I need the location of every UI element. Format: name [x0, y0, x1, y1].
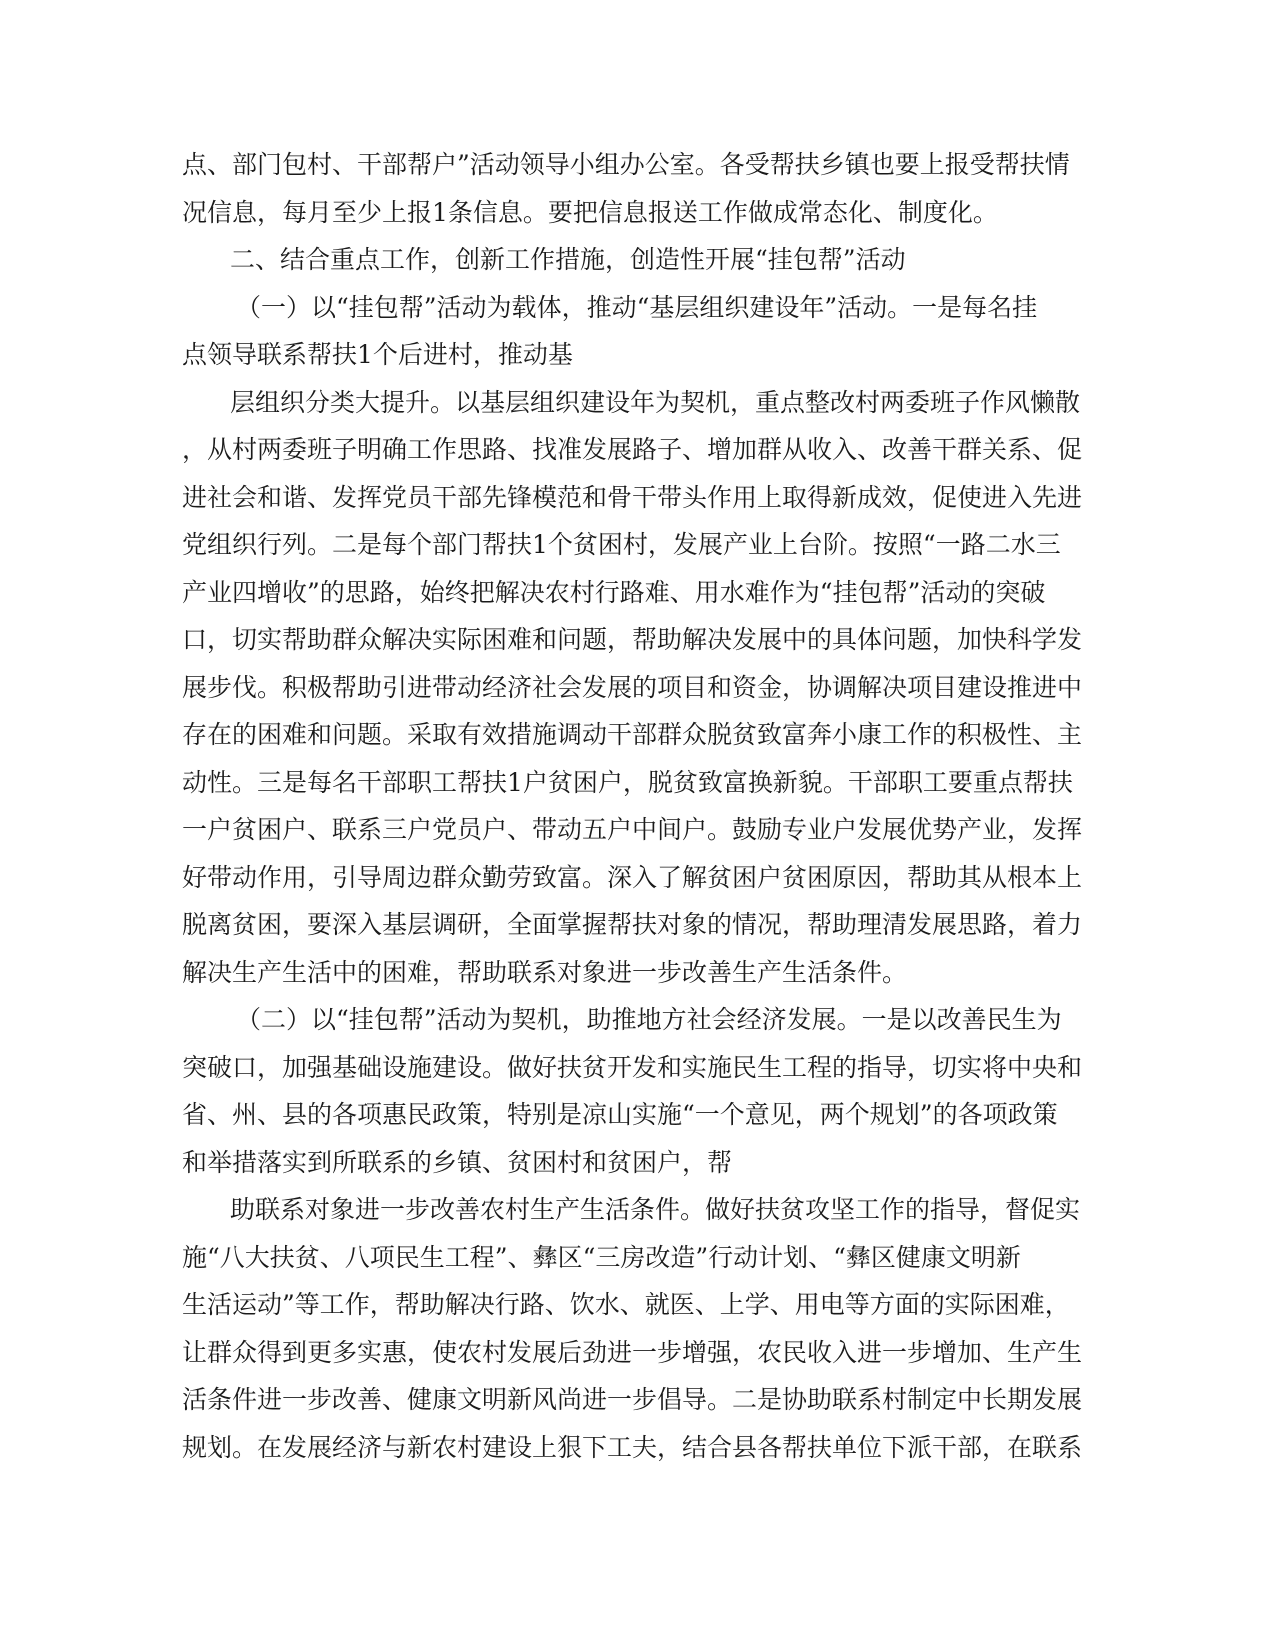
- subsection-heading: （一）以“挂包帮”活动为载体，推动“基层组织建设年”活动。一是每名挂: [236, 292, 1038, 322]
- text-line: 口，切实帮助群众解决实际困难和问题，帮助解决发展中的具体问题，加快科学发: [182, 625, 1083, 654]
- text-line: 施“八大扶贫、八项民生工程”、彝区“三房改造”行动计划、“彝区健康文明新: [182, 1242, 1021, 1272]
- text-line: 动性。三是每名干部职工帮扶1户贫困户，脱贫致富换新貌。干部职工要重点帮扶: [182, 767, 1073, 797]
- text-line: 省、州、县的各项惠民政策，特别是凉山实施“一个意见，两个规划”的各项政策: [182, 1100, 1058, 1129]
- text-line: 点领导联系帮扶1个后进村，推动基: [182, 340, 573, 369]
- body-text: [182, 141, 1094, 1471]
- section-heading: 二、结合重点工作，创新工作措施，创造性开展“挂包帮”活动: [230, 245, 906, 274]
- text-line: 助联系对象进一步改善农村生产生活条件。做好扶贫攻坚工作的指导，督促实: [230, 1195, 1081, 1224]
- text-line: 产业四增收”的思路，始终把解决农村行路难、用水难作为“挂包帮”活动的突破: [182, 577, 1046, 607]
- text-line: 存在的困难和问题。采取有效措施调动干部群众脱贫致富奔小康工作的积极性、主: [182, 720, 1083, 749]
- text-line: 让群众得到更多实惠，使农村发展后劲进一步增强，农民收入进一步增加、生产生: [182, 1337, 1083, 1367]
- text-line: 好带动作用，引导周边群众勤劳致富。深入了解贫困户贫困原因，帮助其从根本上: [182, 862, 1083, 892]
- subsection-heading: （二）以“挂包帮”活动为契机，助推地方社会经济发展。一是以改善民生为: [236, 1005, 1062, 1034]
- text-line: 规划。在发展经济与新农村建设上狠下工夫，结合县各帮扶单位下派干部，在联系: [182, 1432, 1083, 1462]
- text-line: 党组织行列。二是每个部门帮扶1个贫困村，发展产业上台阶。按照“一路二水三: [182, 530, 1061, 559]
- text-line: 况信息，每月至少上报1条信息。要把信息报送工作做成常态化、制度化。: [182, 197, 998, 227]
- text-line: 生活运动”等工作，帮助解决行路、饮水、就医、上学、用电等方面的实际困难，: [182, 1290, 1070, 1319]
- text-line: ，从村两委班子明确工作思路、找准发展路子、增加群从收入、改善干群关系、促: [182, 435, 1083, 464]
- text-line: 解决生产生活中的困难，帮助联系对象进一步改善生产生活条件。: [182, 957, 908, 987]
- text-line: 层组织分类大提升。以基层组织建设年为契机，重点整改村两委班子作风懒散: [230, 387, 1081, 417]
- text-line: 活条件进一步改善、健康文明新风尚进一步倡导。二是协助联系村制定中长期发展: [182, 1385, 1083, 1414]
- text-line: 一户贫困户、联系三户党员户、带动五户中间户。鼓励专业户发展优势产业，发挥: [182, 815, 1083, 844]
- text-line: 突破口，加强基础设施建设。做好扶贫开发和实施民生工程的指导，切实将中央和: [182, 1052, 1083, 1082]
- text-line: 和举措落实到所联系的乡镇、贫困村和贫困户，帮: [182, 1147, 733, 1177]
- text-line: 进社会和谐、发挥党员干部先锋模范和骨干带头作用上取得新成效，促使进入先进: [182, 482, 1083, 512]
- text-line: 展步伐。积极帮助引进带动经济社会发展的项目和资金，协调解决项目建设推进中: [182, 672, 1083, 702]
- text-line: 点、部门包村、干部帮户”活动领导小组办公室。各受帮扶乡镇也要上报受帮扶情: [182, 150, 1070, 179]
- text-line: 脱离贫困，要深入基层调研，全面掌握帮扶对象的情况，帮助理清发展思路，着力: [182, 910, 1083, 939]
